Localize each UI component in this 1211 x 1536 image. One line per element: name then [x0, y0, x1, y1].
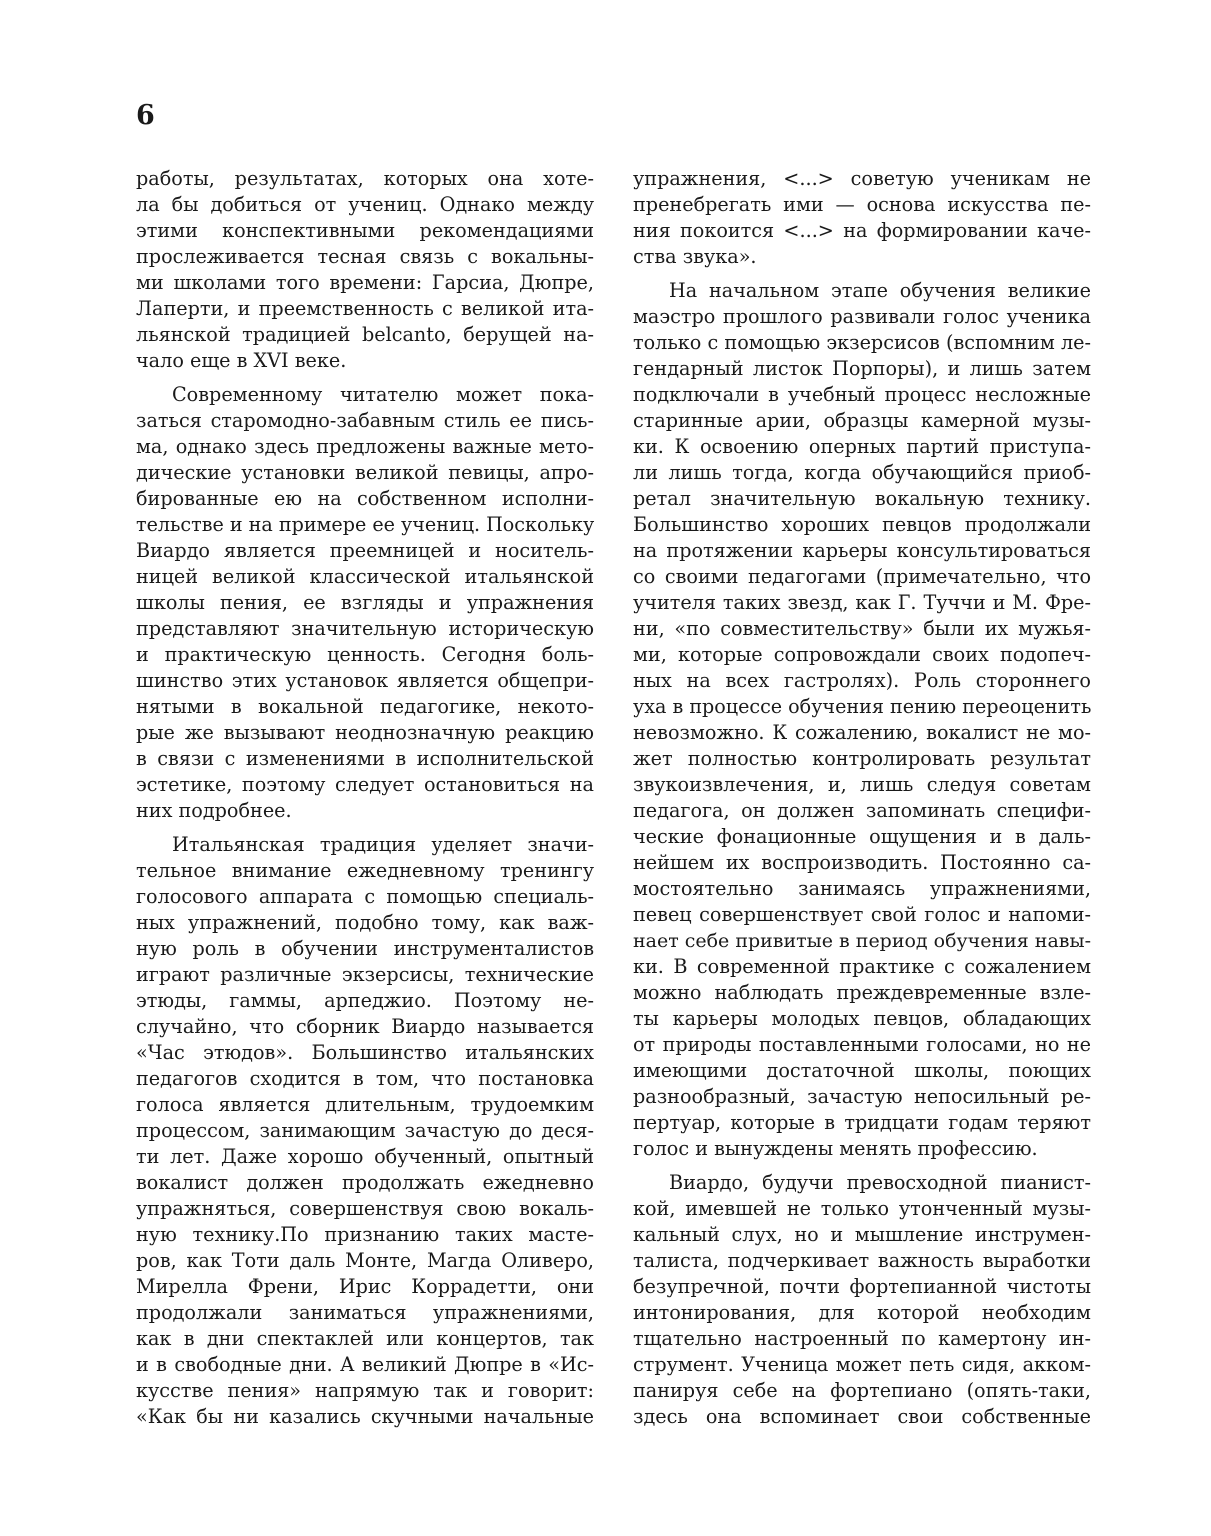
paragraph-gap: [633, 1162, 1091, 1170]
text-line: невозможно. К сожалению, вокалист не мо-: [633, 721, 1091, 744]
text-line: и практическую ценность. Сегодня боль-: [136, 643, 594, 666]
text-line: в связи с изменениями в исполнительской: [136, 747, 594, 770]
text-line: вокалист должен продолжать ежедневно: [136, 1171, 594, 1194]
text-line: «Как бы ни казались скучными начальные: [136, 1405, 594, 1428]
text-line: ла бы добиться от учениц. Однако между: [136, 193, 594, 216]
text-line: ную роль в обучении инструменталистов: [136, 937, 594, 960]
text-line: льянской традицией belcanto, берущей на-: [136, 323, 594, 346]
text-line: ми, которые сопровождали своих подопеч-: [633, 643, 1091, 666]
text-line: работы, результатах, которых она хоте-: [136, 167, 594, 190]
text-line: маэстро прошлого развивали голос ученика: [633, 305, 1091, 328]
text-line: ства звука».: [633, 245, 757, 268]
text-line: здесь она вспоминает свои собственные: [633, 1405, 1091, 1428]
text-line: упражняться, совершенствуя свою вокаль-: [136, 1197, 594, 1220]
text-line: представляют значительную историческую: [136, 617, 594, 640]
text-line: ческие фонационные ощущения и в даль-: [633, 825, 1091, 848]
text-line: случайно, что сборник Виардо называется: [136, 1015, 594, 1038]
text-line: кальный слух, но и мышление инструмен-: [633, 1223, 1091, 1246]
text-line: гендарный листок Порпоры), и лишь затем: [633, 357, 1091, 380]
text-line: на протяжении карьеры консультироваться: [633, 539, 1091, 562]
text-line: Виардо, будучи превосходной пианист-: [669, 1171, 1091, 1194]
text-line: нятыми в вокальной педагогике, некото-: [136, 695, 594, 718]
text-line: Лаперти, и преемственность с великой ита-: [136, 297, 594, 320]
text-line: певец совершенствует свой голос и напоми-: [633, 903, 1091, 926]
text-line: струмент. Ученица может петь сидя, акком-: [633, 1353, 1091, 1376]
text-line: тщательно настроенный по камертону ин-: [633, 1327, 1091, 1350]
text-line: них подробнее.: [136, 799, 292, 822]
text-line: нает себе привитые в период обучения навы-: [633, 930, 1091, 952]
text-line: разнообразный, зачастую непосильный ре-: [633, 1085, 1091, 1108]
text-line: ных на всех гастролях). Роль стороннего: [633, 669, 1091, 692]
text-line: ния покоится <...> на формировании каче-: [633, 219, 1091, 242]
text-line: старинные арии, образцы камерной музы-: [633, 409, 1091, 432]
text-line: имеющими достаточной школы, поющих: [633, 1059, 1091, 1082]
text-line: интонирования, для которой необходим: [633, 1301, 1091, 1324]
text-line: Виардо является преемницей и носитель-: [136, 539, 594, 562]
text-line: шинство этих установок является общепри-: [136, 669, 594, 692]
text-line: Мирелла Френи, Ирис Коррадетти, они: [136, 1275, 594, 1298]
text-line: ки. В современной практике с сожалением: [633, 955, 1091, 978]
text-line: ли лишь тогда, когда обучающийся приоб-: [633, 461, 1091, 484]
text-line: голоса является длительным, трудоемким: [136, 1093, 594, 1116]
text-line: упражнения, <...> советую ученикам не: [633, 167, 1091, 190]
text-line: голосового аппарата с помощью специаль-: [136, 885, 594, 908]
paragraph-gap: [136, 824, 594, 832]
text-line: талиста, подчеркивает важность выработки: [633, 1249, 1091, 1272]
text-line: тельстве и на примере ее учениц. Поскольку: [136, 513, 595, 536]
text-line: прослеживается тесная связь с вокальны-: [136, 245, 594, 268]
text-line: ретал значительную вокальную технику.: [633, 487, 1091, 510]
right-column: [633, 166, 1091, 1430]
text-line: «Час этюдов». Большинство итальянских: [136, 1041, 594, 1064]
text-line: от природы поставленными голосами, но не: [633, 1033, 1091, 1056]
page-number: 6: [136, 100, 155, 131]
text-line: и в свободные дни. А великий Дюпре в «Ис-: [136, 1353, 594, 1376]
text-line: ки. К освоению оперных партий приступа-: [633, 435, 1091, 458]
text-line: нейшем их воспроизводить. Постоянно са-: [633, 851, 1091, 874]
text-line: играют различные экзерсисы, технические: [136, 963, 594, 986]
text-line: ров, как Тоти даль Монте, Магда Оливеро,: [136, 1249, 594, 1272]
text-line: продолжали заниматься упражнениями,: [136, 1301, 594, 1324]
text-line: педагогов сходится в том, что постановка: [136, 1067, 594, 1090]
text-line: ти лет. Даже хорошо обученный, опытный: [136, 1145, 594, 1168]
text-line: пренебрегать ими — основа искусства пе-: [633, 193, 1091, 216]
text-line: подключали в учебный процесс несложные: [633, 383, 1091, 406]
left-column: [136, 166, 594, 1430]
text-line: ма, однако здесь предложены важные мето-: [136, 435, 594, 458]
text-line: ни, «по совместительству» были их мужья-: [633, 617, 1091, 640]
text-line: звукоизвлечения, и, лишь следуя советам: [633, 773, 1091, 796]
text-line: заться старомодно-забавным стиль ее пись-: [136, 409, 594, 432]
paragraph-gap: [633, 270, 1091, 278]
text-line: мостоятельно занимаясь упражнениями,: [633, 877, 1091, 900]
text-line: рые же вызывают неоднозначную реакцию: [136, 721, 594, 744]
text-line: эстетике, поэтому следует остановиться на: [136, 773, 594, 796]
text-line: учителя таких звезд, как Г. Туччи и М. Фре-: [633, 591, 1091, 614]
text-line: тельное внимание ежедневному тренингу: [136, 859, 594, 882]
text-line: ми школами того времени: Гарсиа, Дюпре,: [136, 271, 594, 294]
paragraph-gap: [136, 374, 594, 382]
text-line: голос и вынуждены менять профессию.: [633, 1137, 1038, 1160]
text-line: ницей великой классической итальянской: [136, 565, 594, 588]
text-line: ты карьеры молодых певцов, обладающих: [633, 1007, 1091, 1030]
text-line: кусстве пения» напрямую так и говорит:: [136, 1379, 594, 1402]
text-line: Современному читателю может пока-: [172, 383, 594, 406]
text-line: Большинство хороших певцов продолжали: [633, 513, 1091, 536]
text-line: ную технику.По признанию таких масте-: [136, 1223, 594, 1246]
text-line: чало еще в XVI веке.: [136, 349, 347, 372]
text-line: со своими педагогами (примечательно, что: [633, 565, 1091, 588]
text-line: дические установки великой певицы, апро-: [136, 461, 594, 484]
text-line: ных упражнений, подобно тому, как важ-: [136, 911, 594, 934]
text-line: педагога, он должен запоминать специфи-: [633, 799, 1091, 822]
text-line: этими конспективными рекомендациями: [136, 219, 594, 242]
text-line: школы пения, ее взгляды и упражнения: [136, 591, 594, 614]
text-line: процессом, занимающим зачастую до деся-: [136, 1119, 594, 1142]
text-line: Итальянская традиция уделяет значи-: [172, 833, 594, 856]
text-line: уха в процессе обучения пению переоценить: [633, 695, 1092, 718]
text-line: бированные ею на собственном исполни-: [136, 487, 594, 510]
text-line: пертуар, которые в тридцати годам теряют: [633, 1111, 1091, 1134]
text-line: как в дни спектаклей или концертов, так: [136, 1327, 594, 1350]
text-line: можно наблюдать преждевременные взле-: [633, 981, 1091, 1004]
text-line: только с помощью экзерсисов (вспомним ле-: [633, 331, 1091, 354]
text-line: жет полностью контролировать результат: [633, 747, 1091, 770]
text-line: На начальном этапе обучения великие: [669, 279, 1091, 302]
text-line: кой, имевшей не только утонченный музы-: [633, 1197, 1091, 1220]
text-line: этюды, гаммы, арпеджио. Поэтому не-: [136, 989, 594, 1012]
text-line: панируя себе на фортепиано (опять-таки,: [633, 1379, 1091, 1402]
text-line: безупречной, почти фортепианной чистоты: [633, 1275, 1091, 1298]
